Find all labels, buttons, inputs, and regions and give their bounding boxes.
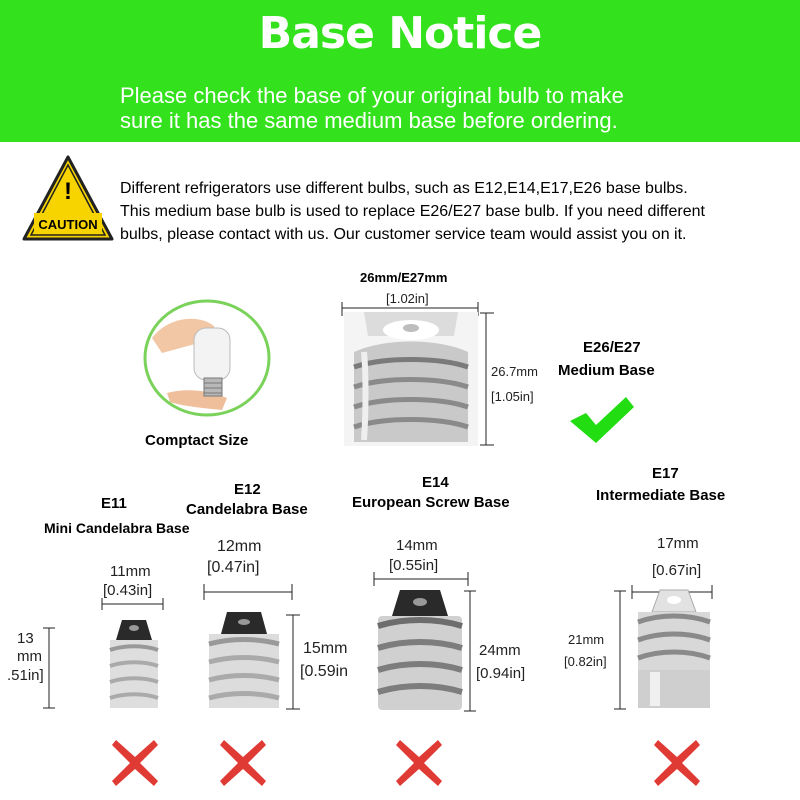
e11-bulb-illustration	[104, 620, 164, 710]
e12-height-mm: 15mm	[303, 640, 348, 657]
e17-height-mm: 21mm	[568, 632, 605, 647]
e11-height-mm-a: 13	[17, 630, 34, 647]
e17-height-in: [0.82in]	[564, 654, 607, 669]
main-height-dimension-line	[478, 312, 498, 446]
notice-line-2: sure it has the same medium base before ordering.	[120, 108, 618, 133]
e11-name: Mini Candelabra Base	[44, 520, 190, 536]
e11-width-in: [0.43in]	[103, 582, 153, 599]
e14-width-mm: 14mm	[396, 537, 438, 554]
e14-cross-icon	[394, 738, 444, 788]
e17-bulb-illustration	[634, 590, 714, 710]
caution-line-3: bulbs, please contact with us. Our customer service team would assist you on it.	[120, 226, 687, 243]
e17-code: E17	[652, 465, 679, 482]
main-width-in: [1.02in]	[386, 291, 429, 306]
caution-line-2: This medium base bulb is used to replace E26/E27 base bulb. If you need different	[120, 203, 705, 220]
header-banner	[0, 0, 800, 142]
e11-height-mm-b: mm	[17, 648, 42, 665]
caution-line-1: Different refrigerators use different bulbs, such as E12,E14,E17,E26 base bulbs.	[120, 180, 688, 197]
e12-width-in: [0.47in]	[207, 559, 260, 576]
notice-line-1: Please check the base of your original bulb to make	[120, 83, 624, 108]
compact-bulb-illustration	[142, 298, 272, 418]
main-bulb-name: Medium Base	[558, 362, 655, 379]
e17-cross-icon	[652, 738, 702, 788]
e11-height-dimension-line	[43, 627, 55, 709]
e17-width-in: [0.67in]	[652, 562, 702, 579]
caution-label: CAUTION	[38, 217, 98, 232]
e12-height-in: [0.59in	[300, 663, 349, 680]
e14-code: E14	[422, 474, 449, 491]
e11-height-in: .51in]	[7, 667, 44, 684]
e14-height-mm: 24mm	[479, 642, 521, 659]
e14-height-in: [0.94in]	[476, 665, 526, 682]
e14-width-in: [0.55in]	[389, 557, 439, 574]
check-icon	[568, 393, 636, 447]
e11-cross-icon	[110, 738, 160, 788]
e17-height-dimension-line	[614, 590, 626, 710]
main-bulb-illustration	[344, 312, 478, 446]
e14-name: European Screw Base	[352, 494, 510, 511]
e12-width-mm: 12mm	[217, 538, 262, 555]
e12-name: Candelabra Base	[186, 501, 308, 518]
compact-size-label: Comptact Size	[145, 432, 249, 449]
e14-width-dimension-line	[372, 572, 470, 586]
e11-width-dimension-line	[100, 598, 165, 610]
e11-width-mm: 11mm	[110, 563, 151, 580]
e14-bulb-illustration	[374, 590, 466, 712]
main-width-mm: 26mm/E27mm	[360, 270, 448, 285]
e12-width-dimension-line	[202, 584, 294, 600]
page-title: Base Notice	[258, 8, 542, 59]
e12-code: E12	[234, 481, 261, 498]
caution-exclamation: !	[64, 178, 72, 205]
e12-bulb-illustration	[205, 612, 283, 710]
e11-code: E11	[101, 495, 127, 512]
main-height-in: [1.05in]	[491, 389, 534, 404]
e12-height-dimension-line	[286, 614, 300, 710]
e17-name: Intermediate Base	[596, 487, 726, 504]
main-height-mm: 26.7mm	[491, 364, 538, 379]
e17-width-mm: 17mm	[657, 535, 699, 552]
e12-cross-icon	[218, 738, 268, 788]
main-bulb-code: E26/E27	[583, 339, 641, 356]
